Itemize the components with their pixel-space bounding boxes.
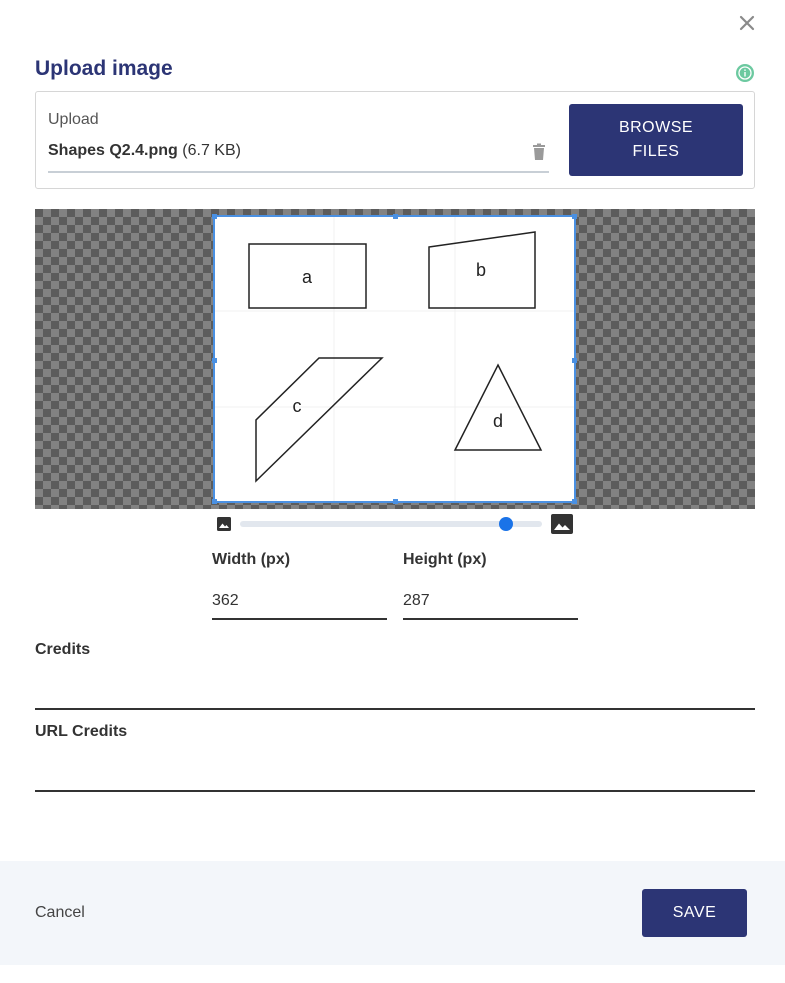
file-info: [48, 142, 241, 160]
shape-label-d: d: [492, 411, 504, 431]
width-label: Width (px): [212, 551, 291, 568]
file-size: (6.7 KB): [182, 142, 241, 159]
info-icon[interactable]: [735, 63, 755, 83]
image-crop-canvas[interactable]: [35, 209, 755, 509]
url-credits-label: URL Credits: [35, 723, 128, 740]
crop-handle-top-left[interactable]: [212, 214, 217, 219]
save-button[interactable]: SAVE: [642, 889, 747, 937]
upload-label: Upload: [48, 111, 99, 128]
crop-handle-top[interactable]: [393, 214, 398, 219]
upload-panel: [35, 91, 755, 189]
file-name: Shapes Q2.4.png: [48, 142, 178, 159]
height-input[interactable]: [403, 592, 578, 620]
crop-handle-bottom-right[interactable]: [572, 499, 577, 504]
crop-handle-top-right[interactable]: [572, 214, 577, 219]
shape-label-b: b: [475, 260, 487, 280]
shape-label-a: a: [301, 267, 313, 287]
zoom-control: [212, 512, 576, 536]
width-input[interactable]: [212, 592, 387, 620]
crop-frame[interactable]: [213, 215, 576, 503]
image-small-icon: [216, 516, 232, 532]
close-icon: [739, 15, 755, 31]
dialog-footer: [0, 861, 785, 965]
trash-icon: [529, 142, 549, 162]
crop-handle-bottom[interactable]: [393, 499, 398, 504]
zoom-slider-knob[interactable]: [499, 517, 513, 531]
image-large-icon: [550, 513, 574, 535]
close-button[interactable]: [736, 12, 758, 34]
file-underline: [48, 171, 549, 173]
crop-handle-bottom-left[interactable]: [212, 499, 217, 504]
crop-handle-left[interactable]: [212, 358, 217, 363]
credits-input[interactable]: [35, 680, 755, 710]
dialog-title: Upload image: [35, 57, 173, 80]
zoom-slider-track[interactable]: [240, 521, 542, 527]
credits-label: Credits: [35, 641, 91, 658]
browse-files-button[interactable]: BROWSE FILES: [569, 104, 743, 176]
delete-file-button[interactable]: [529, 142, 549, 162]
cancel-button[interactable]: Cancel: [35, 904, 85, 921]
crop-handle-right[interactable]: [572, 358, 577, 363]
shape-label-c: c: [292, 396, 302, 416]
url-credits-input[interactable]: [35, 762, 755, 792]
height-label: Height (px): [403, 551, 487, 568]
